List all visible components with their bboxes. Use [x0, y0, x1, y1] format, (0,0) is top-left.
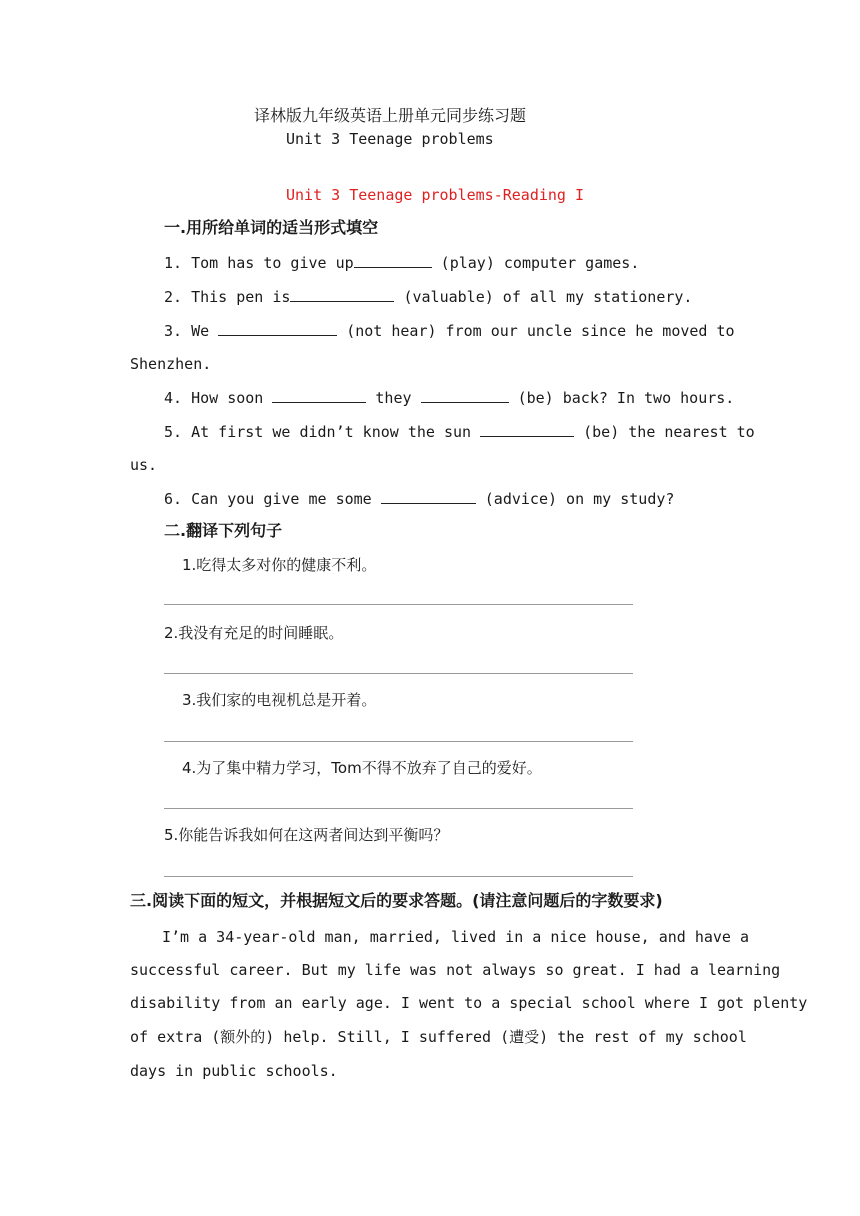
translation-answer-line-3[interactable] [164, 741, 633, 742]
question-4-hint: (be) back? In two hours. [508, 389, 735, 407]
answer-blank-4a[interactable] [272, 387, 366, 403]
passage-line-1: I’m a 34-year-old man, married, lived in a nice house, and have a [162, 928, 749, 946]
question-5 [164, 421, 755, 442]
passage-line-3: disability from an early age. I went to a special school where I got plenty [130, 994, 808, 1012]
question-1-hint: (play) computer games. [431, 254, 640, 272]
passage-line-5: days in public schools. [130, 1062, 338, 1080]
section-title: Unit 3 Teenage problems-Reading I [286, 186, 585, 204]
question-6-hint: (advice) on my study? [475, 490, 675, 508]
document-title: 译林版九年级英语上册单元同步练习题 [254, 106, 527, 125]
question-4-mid: they [366, 389, 421, 407]
answer-blank-2[interactable] [290, 286, 394, 302]
translation-item-1: 1.吃得太多对你的健康不利。 [182, 556, 377, 574]
translation-answer-line-5[interactable] [164, 876, 633, 877]
translation-answer-line-2[interactable] [164, 673, 633, 674]
question-5-hint: (be) the nearest to [574, 423, 755, 441]
answer-blank-4b[interactable] [421, 387, 509, 403]
part1-heading: 一.用所给单词的适当形式填空 [164, 218, 379, 237]
question-1 [164, 252, 639, 273]
question-3-continued: Shenzhen. [130, 355, 212, 373]
translation-item-4: 4.为了集中精力学习，Tom不得不放弃了自己的爱好。 [182, 759, 542, 777]
passage-line-2: successful career. But my life was not always so great. I had a learning [130, 961, 781, 979]
answer-blank-6[interactable] [381, 488, 476, 504]
part3-heading: 三.阅读下面的短文，并根据短文后的要求答题。(请注意问题后的字数要求) [130, 891, 663, 910]
question-3-text: 3. We [164, 322, 219, 340]
question-5-continued: us. [130, 456, 158, 474]
question-3 [164, 320, 735, 341]
question-2-text: 2. This pen is [164, 288, 291, 306]
answer-blank-5[interactable] [480, 421, 574, 437]
question-2 [164, 286, 692, 307]
question-4-text: 4. How soon [164, 389, 273, 407]
translation-item-3: 3.我们家的电视机总是开着。 [182, 691, 377, 709]
question-4 [164, 387, 734, 408]
part2-heading: 二.翻译下列句子 [164, 521, 283, 540]
answer-blank-3[interactable] [218, 320, 337, 336]
passage-line-4: of extra (额外的) help. Still, I suffered (遭受) the rest of my school [130, 1028, 747, 1046]
translation-item-2: 2.我没有充足的时间睡眠。 [164, 624, 344, 642]
question-6 [164, 488, 674, 509]
translation-answer-line-1[interactable] [164, 604, 633, 605]
question-5-text: 5. At first we didn’t know the sun [164, 423, 481, 441]
question-1-text: 1. Tom has to give up [164, 254, 354, 272]
translation-item-5: 5.你能告诉我如何在这两者间达到平衡吗？ [164, 826, 449, 844]
document-subtitle: Unit 3 Teenage problems [286, 130, 494, 148]
translation-answer-line-4[interactable] [164, 808, 633, 809]
answer-blank-1[interactable] [354, 252, 432, 268]
question-3-hint: (not hear) from our uncle since he moved to [337, 322, 735, 340]
question-6-text: 6. Can you give me some [164, 490, 381, 508]
question-2-hint: (valuable) of all my stationery. [394, 288, 693, 306]
